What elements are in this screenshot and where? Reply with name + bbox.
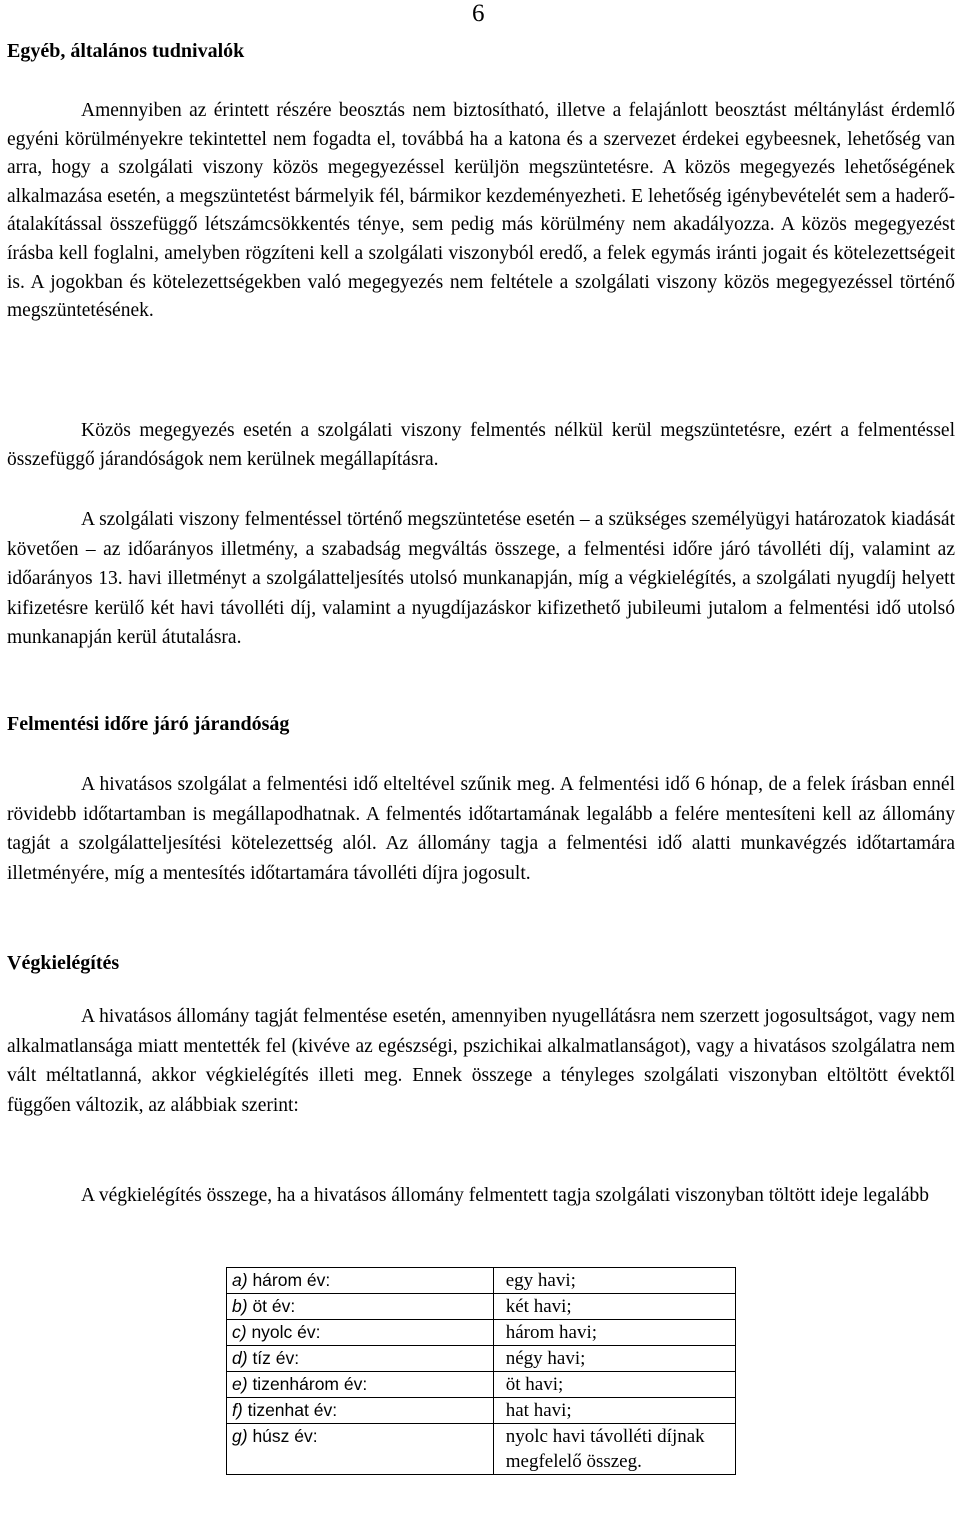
- page-number: 6: [472, 0, 485, 27]
- period-cell: g) húsz év:: [227, 1424, 494, 1475]
- section-severance-body: [7, 1002, 955, 1120]
- section-heading-general-info: Egyéb, általános tudnivalók: [7, 40, 245, 62]
- table-row: [227, 1424, 736, 1475]
- table-row: [227, 1294, 736, 1320]
- amount-cell: három havi;: [493, 1320, 735, 1346]
- section-general-info-body-3: [7, 505, 955, 653]
- paragraph-severance-amount-intro: A végkielégítés összege, ha a hivatásos állomány felmentett tagja szolgálati viszonyban töltött ideje legalább: [81, 1185, 929, 1206]
- amount-cell: négy havi;: [493, 1346, 735, 1372]
- section-general-info-body: [7, 97, 955, 326]
- period-cell: e) tizenhárom év:: [227, 1372, 494, 1398]
- section-heading-dismissal-pay: Felmentési időre járó járandóság: [7, 713, 290, 735]
- period-cell: b) öt év:: [227, 1294, 494, 1320]
- period-cell: c) nyolc év:: [227, 1320, 494, 1346]
- paragraph-transfer-timing: A szolgálati viszony felmentéssel történő megszüntetése esetén – a szükséges személyügyi határozatok kiadását követően – az időarányos illetmény, a szabadság megváltás összege, a felmentési időre járó távolléti díj, valamint az időarányos 13. havi illetményt a szolgálatteljesítés utolsó munkanapján, míg a végkielégítés, a szolgálati nyugdíj helyett kifizetésre kerülő két havi távolléti díj, valamint a nyugdíjazáskor kifizethető jubileumi jutalom a felmentési idő utolsó munkanapján kerül átutalásra.: [7, 509, 955, 648]
- amount-cell: hat havi;: [493, 1398, 735, 1424]
- amount-cell: két havi;: [493, 1294, 735, 1320]
- amount-cell: nyolc havi távolléti díjnak megfelelő összeg.: [493, 1424, 735, 1475]
- table-row: [227, 1372, 736, 1398]
- amount-cell: öt havi;: [493, 1372, 735, 1398]
- section-general-info-body-2: [7, 417, 955, 474]
- paragraph-no-dismissal-payments: Közös megegyezés esetén a szolgálati viszony felmentés nélkül kerül megszüntetésre, ezért a felmentéssel összefüggő járandóságok nem kerülnek megállapításra.: [7, 420, 955, 470]
- section-severance-body-2: [7, 1181, 955, 1211]
- section-heading-severance: Végkielégítés: [7, 952, 120, 974]
- table-row: [227, 1320, 736, 1346]
- paragraph-severance-eligibility: A hivatásos állomány tagját felmentése esetén, amennyiben nyugellátásra nem szerzett jogosultságot, vagy nem alkalmatlansága miatt mentették fel (kivéve az egészségi, pszichikai alkalmatlanságot), vagy a hivatásos szolgálatra nem vált méltatlanná, akkor végkielégítés illeti meg. Ennek összege a tényleges szolgálati viszonyban eltöltött évektől függően változik, az alábbiak szerint:: [7, 1006, 955, 1116]
- severance-table: [226, 1267, 736, 1475]
- paragraph-mutual-agreement: Amennyiben az érintett részére beosztás nem biztosítható, illetve a felajánlott beosztást méltánylást érdemlő egyéni körülményekre tekintettel nem fogadta el, továbbá ha a katona és a szervezet érdekei egybeesnek, lehetőség van arra, hogy a szolgálati viszony közös megegyezéssel kerüljön megszüntetésre. A közös megegyezés lehetőségének alkalmazása esetén, a megszüntetést bármelyik fél, bármikor kezdeményezheti. E lehetőség igénybevételét sem a haderő-átalakítással összefüggő létszámcsökkentés ténye, sem pedig más körülmény nem akadályozza. A közös megegyezést írásba kell foglalni, amelyben rögzíteni kell a szolgálati viszonyból eredő, a felek egymás iránti jogait és kötelezettségeit is. A jogokban és kötelezettségekben való megegyezés nem feltétele a szolgálati viszony közös megegyezéssel történő megszüntetésének.: [7, 100, 955, 322]
- table-row: [227, 1398, 736, 1424]
- period-cell: a) három év:: [227, 1268, 494, 1294]
- period-cell: f) tizenhat év:: [227, 1398, 494, 1424]
- paragraph-dismissal-period: A hivatásos szolgálat a felmentési idő elteltével szűnik meg. A felmentési idő 6 hónap, de a felek írásban ennél rövidebb időtartamban is megállapodhatnak. A felmentés időtartamának legalább a felére mentesíteni kell az állomány tagját a szolgálatteljesítési kötelezettség alól. Az állomány tagja a felmentési idő alatti munkavégzés időtartamára illetményére, míg a mentesítés időtartamára távolléti díjra jogosult.: [7, 774, 955, 884]
- table-row: [227, 1268, 736, 1294]
- amount-cell: egy havi;: [493, 1268, 735, 1294]
- period-cell: d) tíz év:: [227, 1346, 494, 1372]
- table-row: [227, 1346, 736, 1372]
- section-dismissal-pay-body: [7, 770, 955, 888]
